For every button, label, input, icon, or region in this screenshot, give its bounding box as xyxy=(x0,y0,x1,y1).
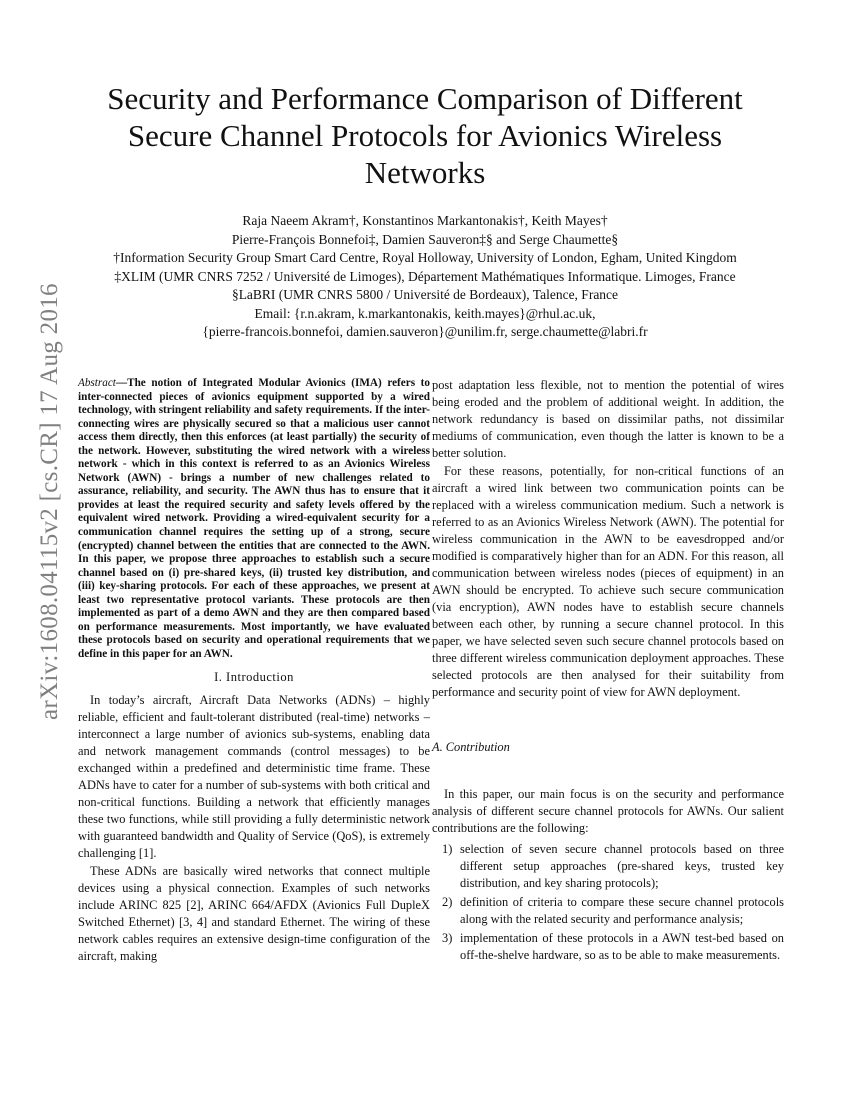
list-item-number: 1) xyxy=(442,842,453,856)
affiliation-1: †Information Security Group Smart Card Centre, Royal Holloway, University of London, Egham, United Kingdom xyxy=(113,250,737,265)
left-column xyxy=(78,377,430,965)
right-column xyxy=(432,377,784,966)
abstract xyxy=(78,377,430,661)
list-item xyxy=(432,930,784,964)
author-line-1: Raja Naeem Akram†, Konstantinos Markantonakis†, Keith Mayes† xyxy=(242,213,608,228)
list-item-number: 2) xyxy=(442,895,453,909)
intro-paragraph-3: post adaptation less flexible, not to mention the potential of wires being eroded and the problem of additional weight. In addition, the network redundancy is based on dissimilar paths, not dissimilar mediums of communication, even though the latter is known to be a better solution. xyxy=(432,378,784,460)
abstract-lead: Abstract xyxy=(78,377,116,389)
list-item xyxy=(432,894,784,928)
section-heading-introduction: I. Introduction xyxy=(214,670,294,685)
author-block xyxy=(70,212,780,342)
intro-paragraph-1: In today’s aircraft, Aircraft Data Networks (ADNs) – highly reliable, efficient and fault-tolerant distributed (real-time) networks – interconnect a large number of avionics sub-systems, enabling data and network management commands (control messages) to be exchanged within a predefined and deterministic time frame. These ADNs have to cater for a number of sub-systems with both critical and non-critical functions. Building a network that efficiently manages these two functions, while still providing a fully deterministic network with guaranteed bandwidth and Quality of Service (QoS), is extremely challenging [1]. xyxy=(78,693,430,861)
intro-paragraph-2: These ADNs are basically wired networks that connect multiple devices using a physical connection. Examples of such networks include ARINC 825 [2], ARINC 664/AFDX (Avionics Full DupleX Switched Ethernet) [3, 4] and standard Ethernet. The wiring of these network cables requires an extensive design-time configuration of the aircraft, making xyxy=(78,864,430,964)
list-item-number: 3) xyxy=(442,931,453,945)
abstract-text: —The notion of Integrated Modular Avionics (IMA) refers to inter-connected pieces of avionics equipment supported by a wired technology, with stringent reliability and safety requirements. If the inter-connecting wires are physically secured so that a malicious user cannot access them directly, then this enforces (at least partially) the security of the network. However, substituting the wired network with a wireless network - which in this context is referred to as an Avionics Wireless Network (AWN) - brings a number of new challenges related to assurance, reliability, and security. The AWN thus has to ensure that it provides at least the required security and safety levels offered by the equivalent wired network. Providing a wired-equivalent security for a communication channel requires the setting up of a strong, secure (encrypted) channel between the entities that are connected to the AWN. In this paper, we propose three approaches to establish such a secure channel based on (i) pre-shared keys, (ii) trusted key distribution, and (iii) key-sharing protocols. For each of these approaches, we present at least two representative protocol variants. These protocols are then implemented as part of a demo AWN and they are then compared based on performance measurements. Most importantly, we have evaluated these protocols based on security and operational requirements that we define in this paper for an AWN. xyxy=(78,377,430,660)
list-item-text: implementation of these protocols in a AWN test-bed based on off-the-shelve hardware, so as to be able to make measurements. xyxy=(460,931,784,962)
list-item-text: selection of seven secure channel protocols based on three different setup approaches (pre-shared keys, trusted key distribution, and key sharing protocols); xyxy=(460,842,784,890)
intro-paragraph-4: For these reasons, potentially, for non-critical functions of an aircraft a wired link between two communication points can be replaced with a wireless communication medium. Such a network is referred to as an Avionics Wireless Network (AWN). The potential for wireless communication in the AWN to be eavesdropped and/or modified is comparatively higher than for an ADN. For this reason, all communication between wireless nodes (pieces of equipment) in an AWN should be encrypted. To achieve such secure communication (via encryption), AWN nodes have to establish secure channels between each other, by running a secure channel protocol. In this paper, we have selected seven such secure channel protocols based on three different wireless communication deployment approaches. These selected protocols are then analysed for their suitability from performance and security point of view for AWN deployment. xyxy=(432,464,784,699)
email-line-1: Email: {r.n.akram, k.markantonakis, keith.mayes}@rhul.ac.uk, xyxy=(254,305,596,321)
paper-title: Security and Performance Comparison of Different Secure Channel Protocols for Avionics Wireless Networks xyxy=(107,81,743,190)
list-item-text: definition of criteria to compare these secure channel protocols along with the related security and performance analysis; xyxy=(460,895,784,926)
affiliation-2: ‡XLIM (UMR CNRS 7252 / Université de Limoges), Département Mathématiques Informatique. Limoges, France xyxy=(114,268,736,284)
affiliation-3: §LaBRI (UMR CNRS 5800 / Université de Bordeaux), Talence, France xyxy=(231,287,619,302)
arxiv-side-stamp: arXiv:1608.04115v2 [cs.CR] 17 Aug 2016 xyxy=(36,283,63,720)
email-line-2: {pierre-francois.bonnefoi, damien.sauveron}@unilim.fr, serge.chaumette@labri.fr xyxy=(202,324,648,339)
list-item xyxy=(432,841,784,892)
contribution-intro: In this paper, our main focus is on the security and performance analysis of different secure channel protocols for AWNs. Our salient contributions are the following: xyxy=(432,787,784,835)
contribution-list xyxy=(432,841,784,964)
subsection-heading-contribution: A. Contribution xyxy=(432,740,510,754)
author-line-2: Pierre-François Bonnefoi‡, Damien Sauveron‡§ and Serge Chaumette§ xyxy=(231,231,619,247)
